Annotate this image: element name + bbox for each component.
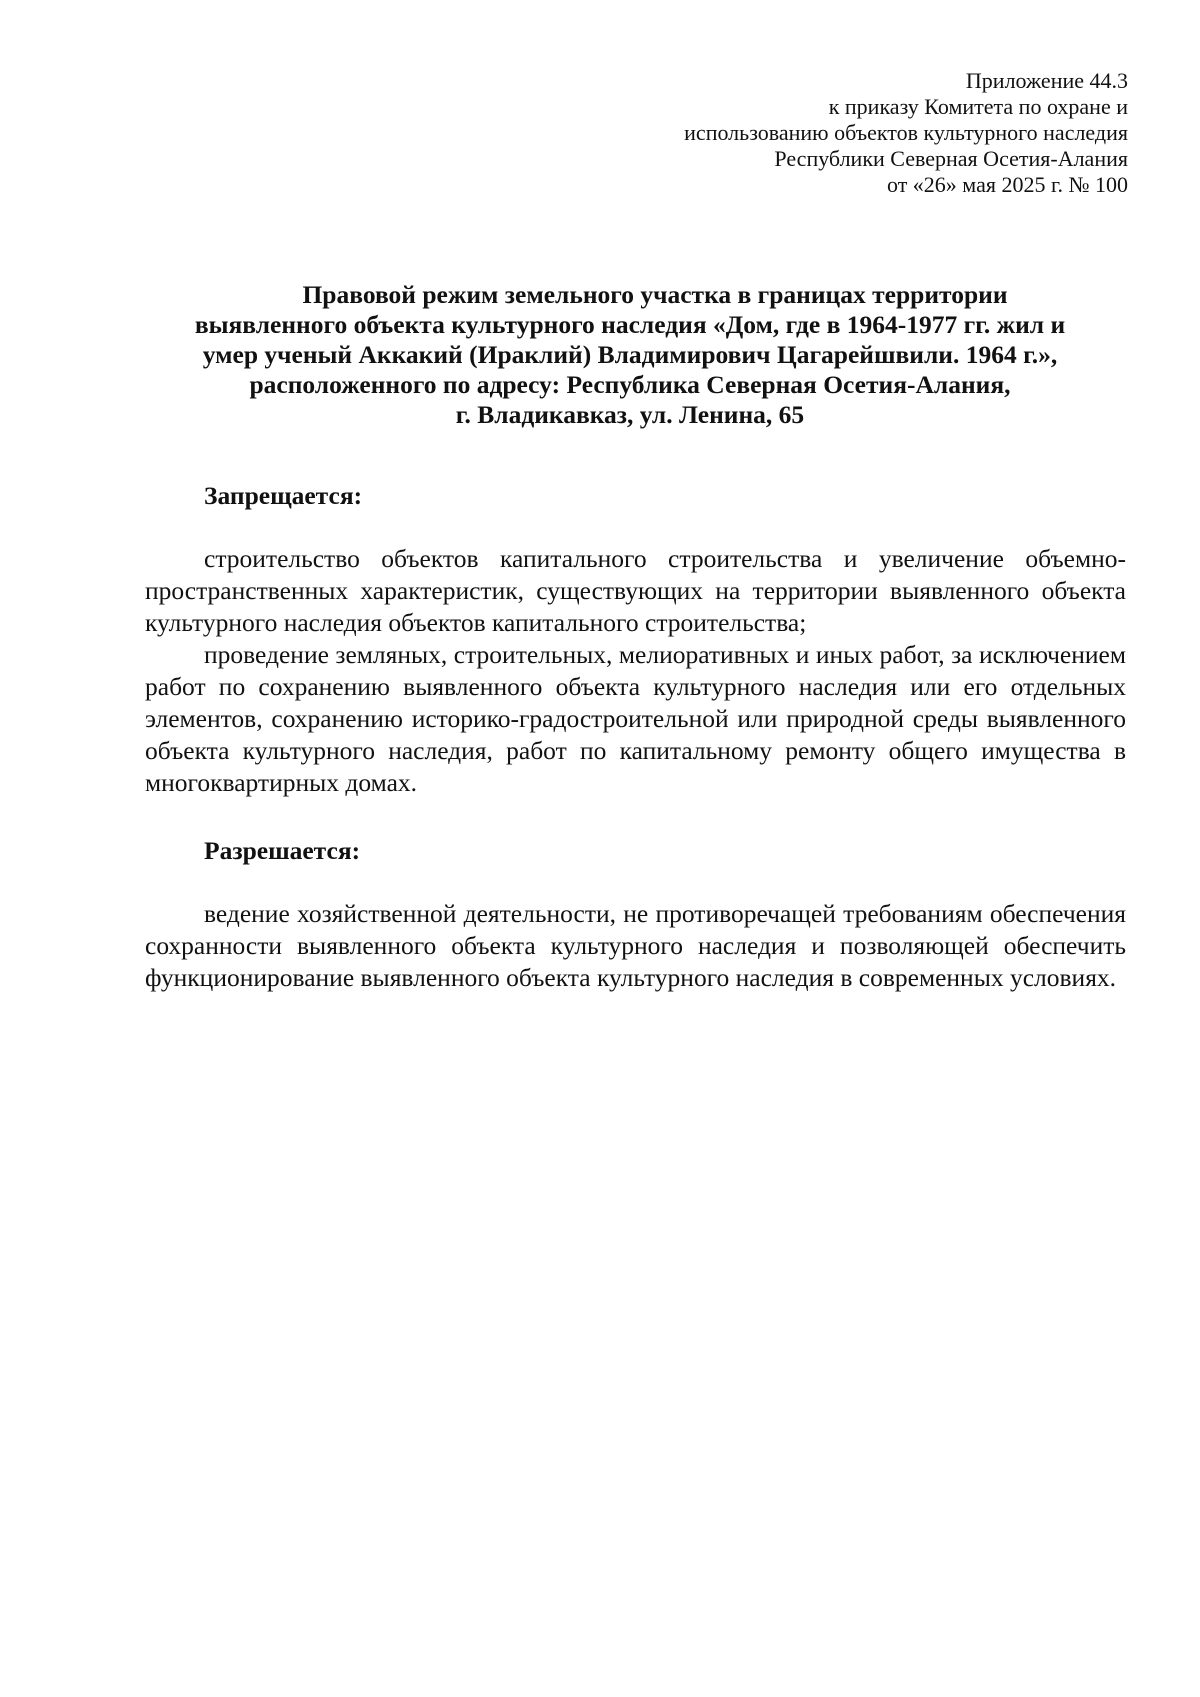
prohibited-paragraph: строительство объектов капитального строительства и увеличение объемно-пространственных характеристик, существующих на территории выявленного объекта культурного наследия объектов капитального строительства;	[145, 544, 1126, 637]
title-line: г. Владикавказ, ул. Ленина, 65	[455, 400, 805, 429]
title-line: умер ученый Аккакий (Ираклий) Владимирович Цагарейшвили. 1964 г.»,	[202, 340, 1058, 369]
prohibited-section	[145, 543, 1126, 799]
appendix-committee: использованию объектов культурного наследия	[684, 120, 1128, 145]
prohibited-paragraph: проведение земляных, строительных, мелиоративных и иных работ, за исключением работ по сохранению выявленного объекта культурного наследия или его отдельных элементов, сохранению историко-градостроительной или природной среды выявленного объекта культурного наследия, работ по капитальному ремонту общего имущества в многоквартирных домах.	[145, 640, 1126, 797]
title-line: выявленного объекта культурного наследия «Дом, где в 1964-1977 гг. жил и	[194, 310, 1066, 339]
appendix-order-ref: к приказу Комитета по охране и	[828, 94, 1128, 119]
title-line: расположенного по адресу: Республика Северная Осетия-Алания,	[249, 370, 1011, 399]
prohibited-heading: Запрещается:	[204, 481, 363, 510]
appendix-republic: Республики Северная Осетия-Алания	[774, 146, 1128, 171]
document-title	[140, 280, 1120, 430]
allowed-paragraph: ведение хозяйственной деятельности, не противоречащей требованиям обеспечения сохранности выявленного объекта культурного наследия и позволяющей обеспечить функционирование выявленного объекта культурного наследия в современных условиях.	[145, 899, 1126, 992]
allowed-heading: Разрешается:	[204, 836, 361, 865]
appendix-number: Приложение 44.3	[965, 68, 1128, 93]
allowed-section	[145, 898, 1126, 994]
appendix-date-number: от «26» мая 2025 г. № 100	[886, 172, 1128, 197]
appendix-header	[528, 68, 1128, 198]
title-line: Правовой режим земельного участка в границах территории	[302, 280, 1008, 309]
